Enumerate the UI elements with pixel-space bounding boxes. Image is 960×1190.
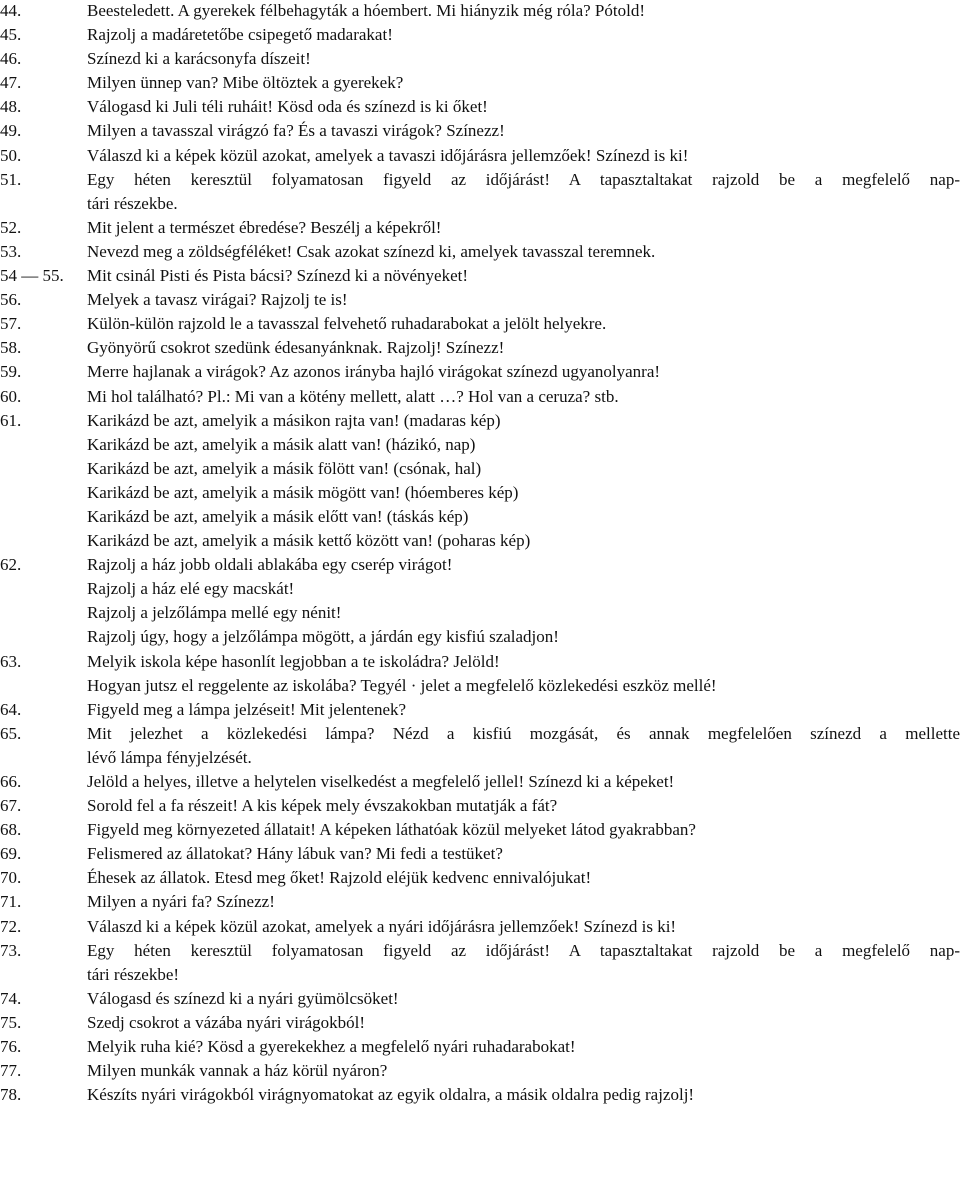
item-text: Gyönyörű csokrot szedünk édesanyánknak. Rajzolj! Színezz! xyxy=(87,338,505,358)
item-text: Milyen a tavasszal virágzó fa? És a tavaszi virágok? Színezz! xyxy=(87,121,505,141)
item-number: 62. xyxy=(0,555,22,575)
instruction-line xyxy=(0,216,960,240)
item-text: Rajzolj a madáretetőbe csipegető madarakat! xyxy=(87,25,393,45)
item-text: Rajzolj a ház jobb oldali ablakába egy cserép virágot! xyxy=(87,555,453,575)
item-text: Figyeld meg környezeted állatait! A képeken láthatóak közül melyeket látod gyakrabban? xyxy=(87,820,696,840)
item-text: tári részekbe. xyxy=(87,193,178,213)
item-text: Mit jelezhet a közlekedési lámpa? Nézd a kisfiú mozgását, és annak megfelelően színezd a mellette xyxy=(87,723,960,743)
item-number: 57. xyxy=(0,314,22,334)
item-number: 63. xyxy=(0,651,22,671)
item-number: 68. xyxy=(0,820,22,840)
item-text: Külön-külön rajzold le a tavasszal felvehető ruhadarabokat a jelölt helyekre. xyxy=(87,314,607,334)
instruction-line xyxy=(0,47,960,71)
instruction-line xyxy=(0,794,960,818)
instruction-line xyxy=(0,1059,960,1083)
item-number: 59. xyxy=(0,362,22,382)
item-number: 65. xyxy=(0,723,22,743)
instruction-line xyxy=(0,288,960,312)
item-text: Melyik iskola képe hasonlít legjobban a te iskoládra? Jelöld! xyxy=(87,651,500,671)
item-text: tári részekbe! xyxy=(87,964,180,984)
item-number: 54 — 55. xyxy=(0,266,64,286)
instruction-line xyxy=(0,0,960,23)
item-text: Merre hajlanak a virágok? Az azonos irányba hajló virágokat színezd ugyanolyanra! xyxy=(87,362,661,382)
item-number: 45. xyxy=(0,25,22,45)
item-text: Válogasd ki Juli téli ruháit! Kösd oda és színezd is ki őket! xyxy=(87,97,488,117)
instruction-line xyxy=(0,601,960,625)
instruction-line xyxy=(0,119,960,143)
item-number: 75. xyxy=(0,1012,22,1032)
item-text: Figyeld meg a lámpa jelzéseit! Mit jelentenek? xyxy=(87,699,407,719)
instruction-line xyxy=(0,818,960,842)
instruction-line xyxy=(0,553,960,577)
item-number: 48. xyxy=(0,97,22,117)
item-text: Mi hol található? Pl.: Mi van a kötény mellett, alatt …? Hol van a ceruza? stb. xyxy=(87,386,619,406)
instruction-line xyxy=(0,264,960,288)
instruction-line xyxy=(0,866,960,890)
item-text: Rajzolj a ház elé egy macskát! xyxy=(87,579,295,599)
instruction-line xyxy=(0,1011,960,1035)
instruction-line xyxy=(0,890,960,914)
item-text: Hogyan jutsz el reggelente az iskolába? Tegyél · jelet a megfelelő közlekedési eszköz mellé! xyxy=(87,675,717,695)
instruction-line xyxy=(0,360,960,384)
item-text: Egy héten keresztül folyamatosan figyeld az időjárást! A tapasztaltakat rajzold be a megfelelő nap- xyxy=(87,169,960,189)
item-number: 56. xyxy=(0,290,22,310)
instruction-line xyxy=(0,770,960,794)
item-text: Karikázd be azt, amelyik a másikon rajta van! (madaras kép) xyxy=(87,410,501,430)
item-text: Jelöld a helyes, illetve a helytelen viselkedést a megfelelő jellel! Színezd ki a képeket! xyxy=(87,772,675,791)
instruction-line xyxy=(0,577,960,601)
instruction-line xyxy=(0,625,960,649)
item-number: 67. xyxy=(0,796,22,816)
item-text: Milyen munkák vannak a ház körül nyáron? xyxy=(87,1061,388,1081)
instruction-line xyxy=(0,409,960,433)
instruction-line xyxy=(0,336,960,360)
instruction-line xyxy=(0,674,960,698)
item-text: Szedj csokrot a vázába nyári virágokból! xyxy=(87,1012,366,1032)
instruction-line xyxy=(0,698,960,722)
item-text: Mit csinál Pisti és Pista bácsi? Színezd ki a növényeket! xyxy=(87,266,469,286)
item-number: 51. xyxy=(0,169,22,189)
item-text: Válaszd ki a képek közül azokat, amelyek a tavaszi időjárásra jellemzőek! Színezd is ki! xyxy=(87,145,689,165)
instruction-line xyxy=(0,842,960,866)
instruction-line xyxy=(0,312,960,336)
item-text: Milyen a nyári fa? Színezz! xyxy=(87,892,275,912)
instruction-line xyxy=(0,987,960,1011)
item-text: Rajzolj a jelzőlámpa mellé egy nénit! xyxy=(87,603,342,623)
item-number: 53. xyxy=(0,241,22,261)
item-text: Beesteledett. A gyerekek félbehagyták a hóembert. Mi hiányzik még róla? Pótold! xyxy=(87,1,645,20)
item-number: 58. xyxy=(0,338,22,358)
item-number: 71. xyxy=(0,892,22,912)
instruction-line xyxy=(0,168,960,192)
item-text: Sorold fel a fa részeit! A kis képek mely évszakokban mutatják a fát? xyxy=(87,796,558,816)
item-number: 64. xyxy=(0,699,22,719)
instruction-line xyxy=(0,915,960,939)
item-number: 70. xyxy=(0,868,22,888)
instruction-line xyxy=(0,746,960,770)
instruction-line xyxy=(0,481,960,505)
item-number: 46. xyxy=(0,49,22,69)
item-number: 44. xyxy=(0,1,22,20)
item-number: 74. xyxy=(0,988,22,1008)
item-number: 76. xyxy=(0,1037,22,1057)
item-text: Melyek a tavasz virágai? Rajzolj te is! xyxy=(87,290,348,310)
instruction-line xyxy=(0,23,960,47)
item-text: Válaszd ki a képek közül azokat, amelyek a nyári időjárásra jellemzőek! Színezd is ki! xyxy=(87,916,677,936)
instruction-line xyxy=(0,71,960,95)
item-text: Melyik ruha kié? Kösd a gyerekekhez a megfelelő nyári ruhadarabokat! xyxy=(87,1037,576,1057)
item-number: 78. xyxy=(0,1085,22,1105)
instruction-line xyxy=(0,144,960,168)
item-number: 66. xyxy=(0,772,22,791)
item-text: Karikázd be azt, amelyik a másik fölött van! (csónak, hal) xyxy=(87,458,482,478)
item-number: 47. xyxy=(0,73,22,93)
item-number: 69. xyxy=(0,844,22,864)
item-text: Színezd ki a karácsonyfa díszeit! xyxy=(87,49,311,69)
instruction-line xyxy=(0,722,960,746)
item-number: 52. xyxy=(0,217,22,237)
item-text: Rajzolj úgy, hogy a jelzőlámpa mögött, a járdán egy kisfiú szaladjon! xyxy=(87,627,559,647)
item-text: Egy héten keresztül folyamatosan figyeld az időjárást! A tapasztaltakat rajzold be a megfelelő nap- xyxy=(87,940,960,960)
item-text: Mit jelent a természet ébredése? Beszélj a képekről! xyxy=(87,217,442,237)
instruction-line xyxy=(0,1083,960,1107)
item-text: lévő lámpa fényjelzését. xyxy=(87,747,252,767)
instruction-line xyxy=(0,433,960,457)
item-number: 61. xyxy=(0,410,22,430)
item-number: 60. xyxy=(0,386,22,406)
instruction-line xyxy=(0,505,960,529)
item-text: Milyen ünnep van? Mibe öltöztek a gyerekek? xyxy=(87,73,404,93)
instruction-line xyxy=(0,95,960,119)
item-text: Nevezd meg a zöldségféléket! Csak azokat színezd ki, amelyek tavasszal teremnek. xyxy=(87,241,656,261)
item-number: 77. xyxy=(0,1061,22,1081)
item-text: Készíts nyári virágokból virágnyomatokat az egyik oldalra, a másik oldalra pedig rajzolj! xyxy=(87,1085,695,1105)
item-number: 50. xyxy=(0,145,22,165)
item-number: 73. xyxy=(0,940,22,960)
item-number: 72. xyxy=(0,916,22,936)
item-text: Válogasd és színezd ki a nyári gyümölcsöket! xyxy=(87,988,399,1008)
instruction-line xyxy=(0,650,960,674)
item-text: Karikázd be azt, amelyik a másik alatt van! (házikó, nap) xyxy=(87,434,476,454)
instruction-line xyxy=(0,963,960,987)
item-text: Karikázd be azt, amelyik a másik mögött van! (hóemberes kép) xyxy=(87,482,519,502)
item-text: Karikázd be azt, amelyik a másik kettő között van! (poharas kép) xyxy=(87,531,531,551)
instruction-line xyxy=(0,240,960,264)
instruction-line xyxy=(0,529,960,553)
instruction-line xyxy=(0,457,960,481)
item-number: 49. xyxy=(0,121,22,141)
instruction-line xyxy=(0,192,960,216)
instruction-line xyxy=(0,1035,960,1059)
item-text: Karikázd be azt, amelyik a másik előtt van! (táskás kép) xyxy=(87,506,469,526)
item-text: Éhesek az állatok. Etesd meg őket! Rajzold eléjük kedvenc ennivalójukat! xyxy=(87,868,592,888)
instruction-line xyxy=(0,939,960,963)
instruction-line xyxy=(0,385,960,409)
item-text: Felismered az állatokat? Hány lábuk van? Mi fedi a testüket? xyxy=(87,844,503,864)
